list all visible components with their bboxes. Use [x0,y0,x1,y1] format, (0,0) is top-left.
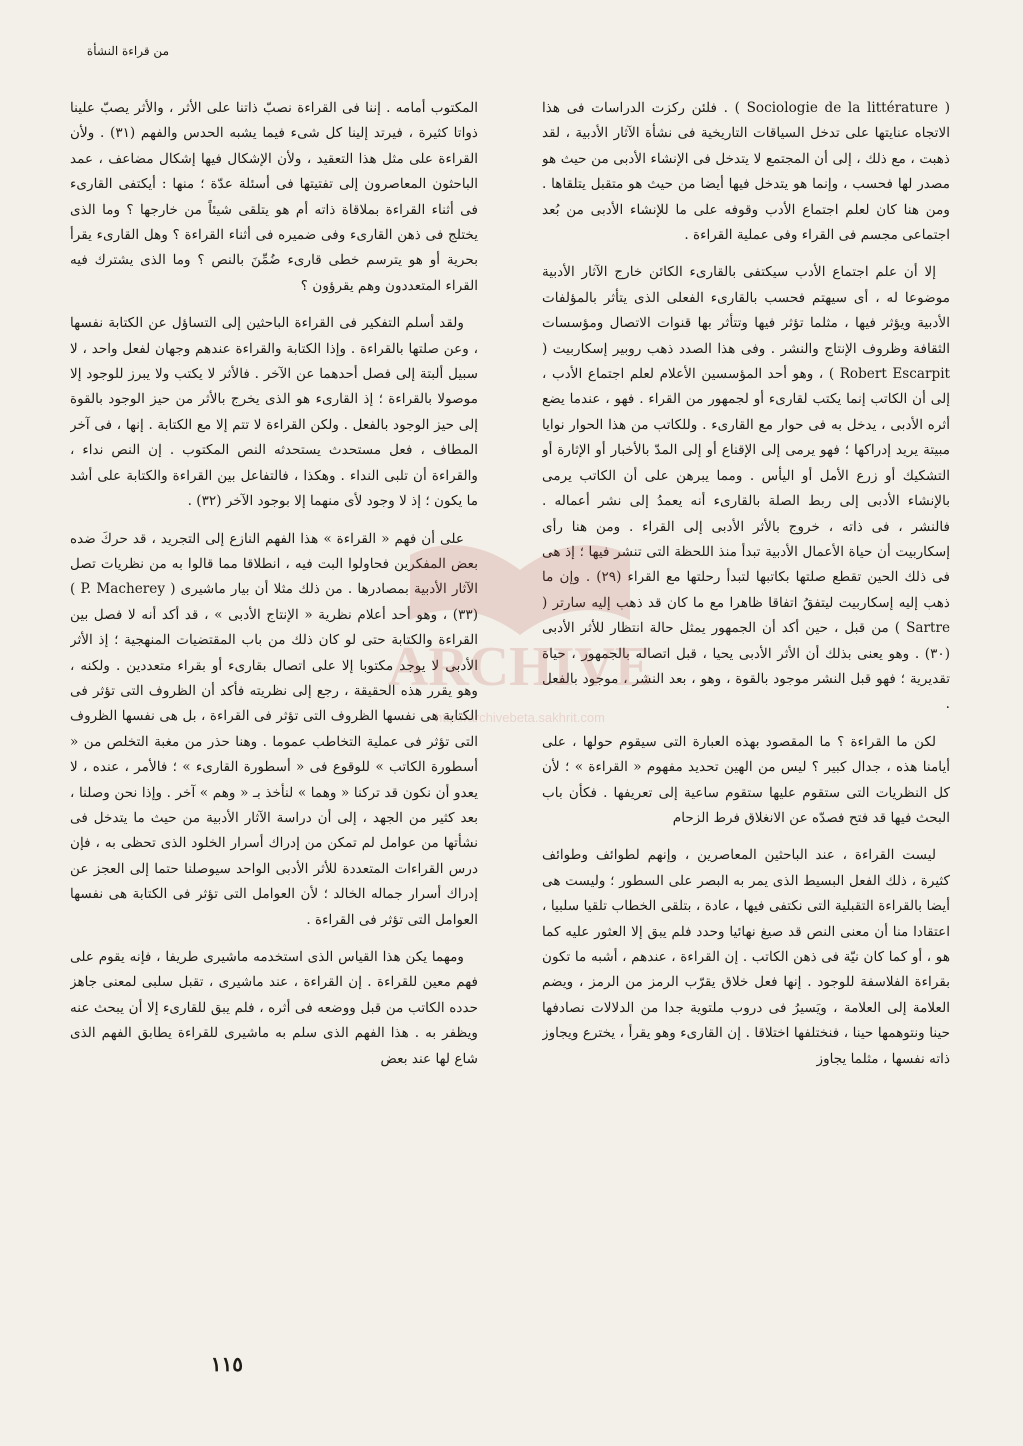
page-number: ١١٥ [210,1352,243,1376]
text-column-right [542,96,950,1366]
running-head: من قراءة النشأة [86,44,169,58]
paragraph: ومهما يكن هذا القياس الذى استخدمه ماشيرى طريفا ، فإنه يقوم على فهم معين للقراءة . إن القراءة ، عند ماشيرى ، تقبل سلبى لمعنى جاهز حدده الكاتب من قبل ووضعه فى أثره ، فلم يبق للقارىء إلا أن يبحث عنه ويظفر به . هذا الفهم الذى سلم به ماشيرى للقراءة يطابق الفهم الذى شاع لها عند بعض [70,949,478,1067]
watermark-url: http://archivebeta.sakhrit.com [435,710,605,725]
paragraph: على أن فهم « القراءة » هذا الفهم النازع إلى التجريد ، قد حركَ ضده بعض المفكرين فحاولوا البت فيه ، انطلاقا مما قالوا به من نظريات تصل الآثار الأدبية بمصادرها . من ذلك مثلا أن بيار ماشيرى ( P. Macherey ) (٣٣) ، وهو أحد أعلام نظرية « الإنتاج الأدبى » ، قد أكد أنه لا فصل بين القراءة والكتابة حتى لو كان ذلك من باب المقتضيات المنهجية ؛ إذ الأثر الأدبى لا يوجد مكتوبا إلا على اتصال بقارىء أو بقراء متعددين . ولكنه ، وهو يقرر هذه الحقيقة ، رجع إلى نظريته فأكد أن الظروف التى تؤثر فى الكتابة هى نفسها الظروف التى تؤثر فى القراءة ، بل هى نفسها الظروف التى تؤثر فى عملية التخاطب عموما . وهنا حذر من مغبة التخلص من « أسطورة الكاتب » للوقوع فى « أسطورة القارىء » ؛ فالأمر ، عنده ، لا يعدو أن نكون قد تركنا « وهما » لنأخذ بـ « وهم » آخر . وإذا نحن وصلنا ، بعد كثير من الجهد ، إلى أن دراسة الآثار الأدبية من حيث ما يتدخل فى نشأتها من عوامل لم تمكن من إدراك أسرار الخلود الذى تحظى به ، فإن درس القراءات المتعددة للأثر الأدبى الواحد سيوصلنا حتما إلى العجز عن إدراك أسرار جماله الخالد ؛ لأن العوامل التى تؤثر فى الكتابة هى نفسها العوامل التى تؤثر فى القراءة . [70,530,478,928]
watermark-brand: ARCHIVE [387,636,653,698]
paragraph: لكن ما القراءة ؟ ما المقصود بهذه العبارة التى سيقوم حولها ، على أيامنا هذه ، جدال كبير ؟ ليس من الهين تحديد مفهوم « القراءة » ؛ لأن كل النظريات التى ستقوم عليها ستقوم ساعية إلى تعريفها . فكأن باب البحث فيها قد فتح فصدّه عن الانغلاق فرط الزحام [542,733,950,826]
paragraph: ولقد أسلم التفكير فى القراءة الباحثين إلى التساؤل عن الكتابة نفسها ، وعن صلتها بالقراءة . وإذا الكتابة والقراءة عندهم وجهان لفعل واحد ، لا سبيل ألبتة إلى فصل أحدهما عن الآخر . فالأثر لا يكتب ولا يبرز للوجود إلا موصولا بالقراءة ؛ إذ القارىء هو الذى يخرج بالأثر من حيز الوجود بالقوة إلى حيز الوجود بالفعل . ولكن القراءة لا تتم إلا مع الكتابة . إنها ، فى آخر المطاف ، فعل مستحدث يستحدثه النص المكتوب . إن النص نداء ، والقراءة أن تلبى النداء . وهكذا ، فالتفاعل بين القراءة والكتابة على أشد ما يكون ؛ إذ لا وجود لأى منهما إلا بوجود الآخر (٣٢) . [70,315,478,510]
paragraph: إلا أن علم اجتماع الأدب سيكتفى بالقارىء الكائن خارج الآثار الأدبية موضوعا له ، أى سيهتم فحسب بالقارىء الفعلى الذى يتأثر بالمؤلفات الأدبية ويؤثر فيها ، مثلما تؤثر فيها وتتأثر بها قنوات الاتصال ومؤسسات الثقافة وظروف الإنتاج والنشر . وفى هذا الصدد ذهب روبير إسكاربيت ( Robert Escarpit ) ، وهو أحد المؤسسين الأعلام لعلم اجتماع الأدب ، إلى أن الكاتب إنما يكتب لقارىء أو لجمهور من القراء . فهو ، عندما يضع أثره الأدبى ، يدخل به فى حوار مع القارىء . وللكاتب من هذا الحوار نوايا مبيتة يريد إدراكها ؛ فهو يرمى إلى الإقناع أو إلى المدّ بالأخبار أو الإثارة أو التشكيك أو زرع الأمل أو اليأس . ومما يبرهن على أن الكاتب يرمى بالإنشاء الأدبى إلى ربط الصلة بالقارىء أنه يعمدُ إلى نشر أعماله . فالنشر ، فى ذاته ، خروج بالأثر الأدبى إلى القراء . ومن هنا رأى إسكاربيت أن حياة الأعمال الأدبية تبدأ منذ اللحظة التى تنشر فيها ؛ إذ هى فى ذلك الحين تقطع صلتها بكاتبها لتبدأ رحلتها مع القراء (٢٩) . وإن ما ذهب إليه إسكاربيت ليتفقُ اتفاقا ظاهرا مع ما كان قد ذهب إليه سارتر ( Sartre ) من قبل ، حين أكد أن الجمهور يمثل حالة انتظار للأثر الأدبى (٣٠) . وهو يعنى بذلك أن الأثر الأدبى يحيا ، قبل اتصاله بالجمهور ، حياة تقديرية ؛ فهو قبل النشر موجود بالقوة ، وهو ، بعد النشر ، موجود بالفعل . [542,264,950,713]
paragraph: ليست القراءة ، عند الباحثين المعاصرين ، وإنهم لطوائف وطوائف كثيرة ، ذلك الفعل البسيط الذى يمر به البصر على السطور ؛ وليست هى أيضا بالقراءة التقبلية التى نكتفى فيها ، عادة ، بتلقى الخطاب تلقيا سلبيا ، اعتقادا منا أن معنى النص قد صيغ نهائيا وحدد فلم يبق إلا العثور عليه كما هو ، أو كما كان نيّة فى ذهن الكاتب . إن القراءة ، عندهم ، أشبه ما تكون بقراءة الفلاسفة للوجود . إنها فعل خلاق يقرّب الرمز من الرمز ، ويضم العلامة إلى العلامة ، ويَسيرُ فى دروب ملتوية جدا من الدلالات نصادفها حينا ونتوهمها حينا ، فنختلفها اختلاقا . إن القارىء وهو يقرأ ، يخترع ويجاوز ذاته نفسها ، مثلما يجاوز [542,847,950,1067]
text-column-left [70,96,478,1366]
paragraph: ( Sociologie de la littérature ) . فلئن ركزت الدراسات فى هذا الاتجاه عنايتها على تدخل السياقات التاريخية فى نشأة الآثار الأدبية ، لقد ذهبت ، مع ذلك ، إلى أن المجتمع لا يتدخل فى الإنشاء الأدبى من حيث هو مصدر لها فحسب ، وإنما هو يتدخل فيها أيضا من حيث هو متقبل يتلقاها . ومن هنا كان لعلم اجتماع الأدب وقوفه على ما للإنشاء الأدبى من بُعد اجتماعى مجسم فى القراء وفى عملية القراءة . [542,100,950,244]
paragraph: المكتوب أمامه . إننا فى القراءة نصبّ ذاتنا على الأثر ، والأثر يصبّ علينا ذواتا كثيرة ، فيرتد إلينا كل شىء فيما يشبه الحدس والفهم (٣١) . ولأن القراءة على مثل هذا التعقيد ، ولأن الإشكال فيها إشكال مضاعف ، عمد الباحثون المعاصرون إلى تفتيتها فى أسئلة عدّة ؛ منها : أيكتفى القارىء فى أثناء القراءة بملاقاة ذاته أم هو يتلقى شيئاً من خارجها ؟ وما الذى يختلج فى ذهن القارىء وفى ضميره فى أثناء القراءة ؟ وهل القارىء يقرأ بحرية أو هو يترسم خطى قارىء ضُمِّنَ بالنص ؟ وما الذى يشترك فيه القراء المتعددون وهم يقرؤون ؟ [70,100,478,294]
